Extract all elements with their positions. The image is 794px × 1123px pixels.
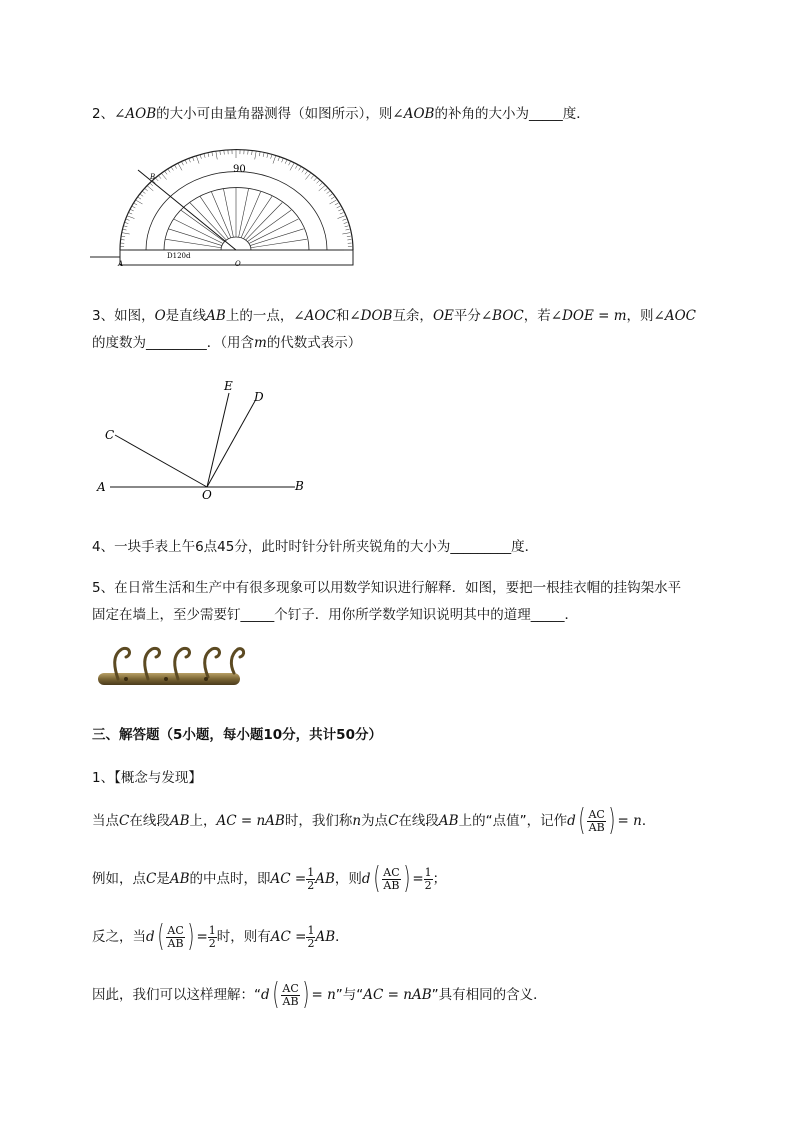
q3-m: m [254, 335, 267, 351]
protractor-tick [337, 206, 340, 208]
protractor-tick [156, 178, 159, 181]
protractor-figure [90, 140, 365, 272]
left-paren-3: ( [157, 919, 165, 954]
protractor-tick [204, 154, 205, 158]
protractor-tick [305, 171, 307, 174]
protractor-tick [282, 159, 284, 163]
p1-l2-dfunc: d [361, 871, 371, 887]
p1-l2-eq: = [412, 871, 424, 887]
problem-1-heading: 1、【概念与发现】 [92, 770, 202, 786]
protractor-ray [165, 239, 221, 248]
protractor-tick [252, 151, 253, 155]
protractor-label-b: B [150, 173, 156, 181]
protractor-ray [251, 239, 307, 248]
protractor-tick [124, 226, 128, 227]
q3-number: 3、如图， [92, 308, 155, 324]
right-paren-2: ) [402, 861, 410, 896]
protractor-tick [136, 200, 143, 204]
p1-l3-period: ． [335, 929, 349, 945]
half-num-4: 1 [307, 923, 315, 937]
left-paren: ( [578, 803, 586, 838]
half-den-2: 2 [424, 878, 432, 892]
fraction-half-3 [208, 925, 217, 950]
protractor-tick [129, 213, 133, 214]
protractor-tick [145, 188, 148, 190]
p1-l3-dfunc: d [146, 929, 155, 945]
protractor-tick [290, 163, 294, 170]
q3-oe: OE [432, 308, 454, 324]
question-5-line-2 [92, 603, 578, 623]
half-num-3: 1 [208, 923, 216, 937]
q2-unit: 度． [562, 106, 590, 122]
p1-l3-a: 反之，当 [92, 929, 146, 945]
p1-l2-ab: AB [169, 871, 190, 887]
protractor-label-o: O [235, 260, 241, 268]
problem-1-line-4 [92, 977, 547, 1013]
protractor-label-a: A [118, 260, 124, 268]
q3-angle-aoc-2: ∠AOC [653, 308, 696, 324]
right-paren-4: ) [302, 977, 310, 1012]
protractor-tick [344, 222, 348, 223]
protractor-tick [263, 153, 264, 157]
protractor-tick [147, 186, 153, 191]
protractor-tick [158, 176, 161, 179]
half-den-3: 2 [208, 936, 216, 950]
fig3-label-o: O [202, 488, 212, 502]
protractor-tick [259, 152, 260, 156]
question-4 [92, 535, 538, 555]
half-num: 1 [307, 865, 315, 879]
protractor-tick [338, 209, 342, 211]
p1-l4-b: ”与“ [335, 987, 364, 1003]
q3-angle-aoc: ∠AOC [293, 308, 336, 324]
problem-1-line-2 [92, 861, 446, 897]
q3-angle-doe: ∠DOE = m [550, 308, 627, 324]
q3-line2-c: 的代数式表示） [266, 335, 362, 351]
q2-text-b: 的补角的大小为 [434, 106, 529, 122]
p1-l1-g: 上的“点值”，记作 [458, 813, 568, 829]
protractor-tick [178, 163, 182, 170]
coat-hook-rack-image [96, 643, 246, 695]
q3-t1: 是直线 [165, 308, 207, 324]
q3-t7: ，则 [626, 308, 654, 324]
protractor-tick [305, 173, 310, 179]
protractor-tick [273, 156, 276, 164]
fig3-label-a: A [97, 480, 106, 494]
protractor-tick [150, 183, 153, 186]
p1-c: C [119, 813, 130, 829]
q3-t4: 互余， [392, 308, 433, 324]
protractor-tick [122, 233, 130, 234]
protractor-tick [208, 153, 209, 157]
p1-l2-d: ，则 [334, 871, 362, 887]
half-den: 2 [307, 878, 315, 892]
protractor-ray [223, 189, 233, 237]
p1-ab-2: AB [438, 813, 459, 829]
protractor-tick [138, 197, 141, 199]
protractor-tick [132, 206, 135, 208]
right-paren-3: ) [187, 919, 195, 954]
protractor-tick [171, 167, 173, 170]
fraction-ac-ab [587, 809, 605, 834]
p1-l4-dfunc: d [261, 987, 270, 1003]
protractor-tick [123, 229, 127, 230]
frac-den-3: AB [167, 936, 184, 950]
p1-l1-e: 为点 [361, 813, 389, 829]
protractor-tick [319, 183, 322, 186]
protractor-tick [343, 219, 347, 220]
protractor-tick [182, 162, 184, 166]
p1-l2-b: 是 [156, 871, 170, 887]
left-paren-2: ( [372, 861, 380, 896]
p1-eq-ac-nab: AC = nAB [216, 813, 285, 829]
left-paren-4: ( [272, 977, 280, 1012]
question-2 [92, 102, 590, 122]
protractor-tick [165, 171, 167, 174]
protractor-tick [271, 155, 272, 159]
q5-line2-c: ． [564, 607, 578, 623]
protractor-tick [319, 186, 325, 191]
protractor-tick [134, 203, 137, 205]
p1-d: d [567, 813, 576, 829]
protractor-ray [250, 229, 304, 246]
protractor-tick [324, 188, 327, 190]
q3-blank: _________ [146, 335, 207, 351]
protractor-tick [185, 160, 187, 164]
protractor-tick [255, 152, 256, 160]
p1-l3-eq-ac: AC = [270, 929, 307, 945]
p1-c-2: C [388, 813, 399, 829]
protractor-tick [267, 154, 268, 158]
protractor-tick [125, 222, 129, 223]
fig3-label-e: E [224, 379, 233, 393]
protractor-tick [314, 178, 317, 181]
p1-l4-a: 因此，我们可以这样理解：“ [92, 987, 261, 1003]
protractor-tick [340, 213, 344, 214]
protractor-tick [216, 152, 217, 160]
protractor-ray [239, 189, 249, 237]
protractor-tick [121, 236, 125, 237]
protractor-tick [189, 159, 191, 163]
p1-l3-b: 时，则有 [216, 929, 271, 945]
q5-line2-b: 个钉子．用你所学数学知识说明其中的道理 [274, 607, 531, 623]
fraction-ac-ab-4 [281, 983, 299, 1008]
protractor-tick [337, 216, 344, 219]
protractor-ray [211, 192, 230, 238]
p1-l2-c-text: 的中点时，即 [189, 871, 271, 887]
section-3-title: 三、解答题（5小题，每小题10分，共计50分） [92, 727, 382, 743]
frac-den-2: AB [383, 878, 400, 892]
q4-text: 4、一块手表上午6点45分，此时时针分针所夹锐角的大小为 [92, 539, 451, 555]
protractor-tick [299, 167, 301, 170]
p1-n: n [352, 813, 362, 829]
protractor-tick [278, 157, 279, 161]
question-5-line-1: 5、在日常生活和生产中有很多现象可以用数学知识进行解释．如图，要把一根挂衣帽的挂钩架水平 [92, 580, 682, 596]
p1-l2-eq-ac: AC = [270, 871, 307, 887]
protractor-top-mark: 90 [233, 164, 246, 175]
protractor-tick [347, 236, 351, 237]
p1-l4-c: ”具有相同的含义． [431, 987, 547, 1003]
q3-ab: AB [206, 308, 226, 324]
protractor-tick [327, 191, 330, 193]
p1-eq-n: = n [617, 813, 642, 829]
protractor-tick [330, 200, 337, 204]
fig3-label-b: B [295, 479, 304, 493]
question-3-line-2 [92, 331, 361, 351]
problem-1-line-1 [92, 803, 655, 839]
protractor-tick [311, 176, 314, 179]
protractor-tick [162, 173, 167, 179]
protractor-tick [289, 162, 291, 166]
protractor-tick [193, 157, 194, 161]
protractor-tick [126, 219, 130, 220]
q4-unit: 度． [511, 539, 539, 555]
q3-t2: 上的一点， [225, 308, 294, 324]
protractor-tick [127, 216, 134, 219]
q3-line2-a: 的度数为 [92, 335, 146, 351]
protractor-tick [335, 203, 338, 205]
protractor-tick [329, 194, 332, 196]
p1-l1-f: 在线段 [398, 813, 439, 829]
q2-angle: ∠AOB [114, 106, 157, 122]
p1-l4-eq: AC = nAB [363, 987, 432, 1003]
fraction-ac-ab-3 [166, 925, 184, 950]
q3-angle-boc: ∠BOC [480, 308, 524, 324]
q5-blank-1: _____ [240, 607, 275, 623]
fraction-ac-ab-2 [382, 867, 400, 892]
p1-l1-b: 在线段 [129, 813, 170, 829]
q2-number: 2、 [92, 106, 115, 122]
q3-angle-dob: ∠DOB [349, 308, 393, 324]
q3-o: O [154, 308, 166, 324]
p1-l3-eq-ab: AB [315, 929, 336, 945]
frac-den: AB [588, 820, 605, 834]
q2-text-a: 的大小可由量角器测得（如图所示），则 [156, 106, 393, 122]
p1-l2-a: 例如，点 [92, 871, 146, 887]
protractor-tick [212, 152, 213, 156]
protractor-tick [285, 160, 287, 164]
p1-l1-c: 上， [189, 813, 217, 829]
p1-l4-eq-n: = n [311, 987, 336, 1003]
fraction-half [306, 867, 315, 892]
protractor-ray [241, 192, 260, 238]
p1-l3-eq: = [196, 929, 208, 945]
frac-den-4: AB [282, 994, 299, 1008]
half-den-4: 2 [307, 936, 315, 950]
protractor-tick [317, 181, 320, 184]
question-3-line-1 [92, 304, 696, 324]
p1-l2-eq-ab: AB [315, 871, 335, 887]
protractor-tick [295, 165, 297, 168]
q2-blank: _____ [528, 106, 563, 122]
fraction-half-2 [424, 867, 433, 892]
q2-angle-2: ∠AOB [392, 106, 435, 122]
q5-line2-a: 固定在墙上，至少需要钉 [92, 607, 241, 623]
protractor-tick [196, 156, 199, 164]
protractor-tick [346, 229, 350, 230]
frac-num-4: AC [282, 981, 299, 995]
problem-1-line-3 [92, 919, 349, 955]
protractor-tick [331, 197, 334, 199]
half-num-2: 1 [424, 865, 432, 879]
fig3-label-c: C [105, 428, 115, 442]
angle-figure [90, 375, 320, 505]
p1-l1-d: 时，我们称 [284, 813, 353, 829]
right-paren: ) [608, 803, 616, 838]
p1-ab: AB [169, 813, 190, 829]
protractor-code: D120d [167, 252, 191, 260]
fig3-label-d: D [254, 390, 264, 404]
protractor-tick [142, 191, 145, 193]
protractor-tick [200, 155, 201, 159]
protractor-tick [175, 165, 177, 168]
q3-t5: 平分 [453, 308, 481, 324]
protractor-tick [342, 233, 350, 234]
protractor-tick [140, 194, 143, 196]
p1-l1-a: 当点 [92, 813, 119, 829]
frac-num-3: AC [167, 923, 184, 937]
p1-l2-end: ； [432, 871, 447, 887]
protractor-tick [220, 151, 221, 155]
protractor-tick [168, 169, 170, 172]
frac-num: AC [588, 807, 605, 821]
protractor-tick [130, 209, 134, 211]
protractor-tick [302, 169, 304, 172]
q4-blank: _________ [450, 539, 512, 555]
q3-t6: ，若 [523, 308, 551, 324]
q3-line2-b: ．（用含 [206, 335, 254, 351]
protractor-tick [345, 226, 349, 227]
q5-blank-2: _____ [530, 607, 565, 623]
p1-l2-c: C [146, 871, 157, 887]
q3-t3: 和 [335, 308, 350, 324]
p1-period: ． [641, 813, 656, 829]
frac-num-2: AC [383, 865, 400, 879]
